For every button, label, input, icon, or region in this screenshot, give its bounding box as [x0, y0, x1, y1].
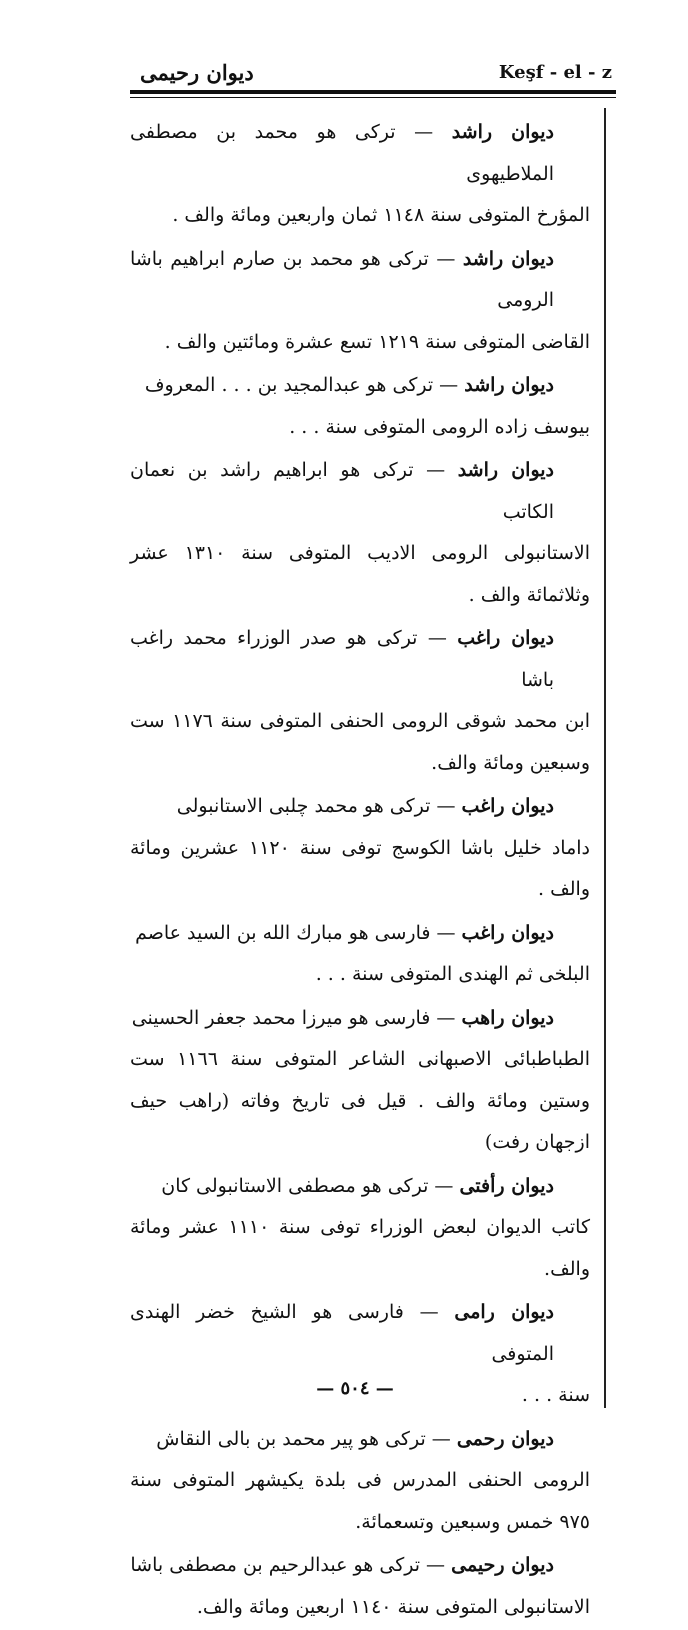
entry-first-text: — تركى هو پير محمد بن بالى النقاش [156, 1427, 451, 1450]
entry-first-line [130, 913, 590, 955]
header-title-latin: Keşf - el - z [498, 62, 612, 83]
entry-first-line [130, 998, 590, 1040]
entry-lead: ديوان رحمى [456, 1427, 554, 1450]
entry-lead: ديوان رأفتى [459, 1174, 554, 1197]
margin-rule [604, 108, 606, 1408]
entry-first-text: — فارسى هو الشيخ خضر الهندى المتوفى [130, 1301, 554, 1365]
entry [130, 112, 590, 237]
entry-rest-text: كاتب الديوان لبعض الوزراء توفى سنة ١١١٠ عشر ومائة والف. [130, 1216, 591, 1280]
entry-first-text: — تركى هو عبدالرحيم بن مصطفى باشا [130, 1554, 446, 1576]
entry-rest-text: بيوسف زاده الرومى المتوفى سنة . . . [289, 415, 590, 438]
entry-rest-text: ابن محمد شوقى الرومى الحنفى المتوفى سنة ١١٧٦ ست وسبعين ومائة والف. [130, 710, 590, 774]
entry-first-line [130, 618, 590, 701]
entry-first-line [130, 1545, 590, 1587]
entry-lead: ديوان راغب [461, 795, 554, 817]
entry [130, 618, 590, 784]
header-title-arabic: ديوان رحيمى [140, 60, 254, 85]
entry-rest-text: القاضى المتوفى سنة ١٢١٩ تسع عشرة ومائتين والف . [164, 330, 590, 353]
page-number: — ٥٠٤ — [316, 1378, 394, 1399]
entry-first-text: — تركى هو صدر الوزراء محمد راغب باشا [130, 627, 554, 691]
entry-first-line [130, 1166, 590, 1208]
entry-first-text: — فارسى هو ميرزا محمد جعفر الحسينى [131, 1006, 456, 1029]
entry-rest-text: سنة . . . [521, 1384, 590, 1406]
entry-first-line [130, 112, 590, 195]
entry-rest-text: الرومى الحنفى المدرس فى بلدة يكيشهر المتوفى سنة ٩٧٥ خمس وسبعين وتسعمائة. [130, 1469, 590, 1533]
entry [130, 1545, 590, 1628]
entry-first-line [130, 1419, 590, 1461]
entry-lead: ديوان راشد [464, 374, 554, 396]
entry-lead: ديوان رحيمى [451, 1554, 554, 1576]
entry [130, 786, 590, 911]
header-rule-thick [130, 90, 616, 94]
entry-lead: ديوان راشد [451, 121, 554, 143]
entry-first-line [130, 450, 590, 533]
entry-lead: ديوان رامى [454, 1301, 554, 1323]
entry-lead: ديوان راغب [461, 921, 554, 944]
entry-lead: ديوان راشد [462, 247, 555, 270]
entry [130, 1166, 590, 1291]
entry-first-text: — تركى هو مصطفى الاستانبولى كان [161, 1174, 454, 1197]
entry [130, 913, 590, 996]
entry-first-text: — تركى هو ابراهيم راشد بن نعمان الكاتب [130, 459, 554, 523]
entry-lead: ديوان راغب [457, 627, 554, 649]
entry-rest-text: الاستانبولى المتوفى سنة ١١٤٠ اربعين ومائة والف. [196, 1595, 590, 1618]
entry-first-text: — تركى هو محمد چلبى الاستانبولى [176, 795, 456, 817]
entry-first-line [130, 365, 590, 407]
entry [130, 365, 590, 448]
running-header [132, 52, 616, 88]
entry [130, 239, 590, 364]
entry-rest-text: الطباطبائى الاصبهانى الشاعر المتوفى سنة ١١٦٦ ست وستين ومائة والف . قيل فى تاريخ وفاته (راهب حيف ازجهان رفت) [130, 1048, 590, 1153]
entry-rest-text: المؤرخ المتوفى سنة ١١٤٨ ثمان واربعين ومائة والف . [172, 204, 590, 226]
entry-rest-text: الاستانبولى الرومى الاديب المتوفى سنة ١٣١٠ عشر وثلاثمائة والف . [130, 542, 590, 606]
entry-rest-text: داماد خليل باشا الكوسج توفى سنة ١١٢٠ عشرين ومائة والف . [130, 836, 590, 900]
entry-lead: ديوان راشد [457, 459, 555, 481]
header-rule-thin [130, 97, 616, 98]
entry-first-line [130, 786, 590, 828]
entry-first-line [130, 239, 590, 322]
entry-first-text: — فارسى هو مبارك الله بن السيد عاصم [135, 921, 456, 944]
entry-rest-text: البلخى ثم الهندى المتوفى سنة . . . [315, 963, 590, 985]
entry-first-text: — تركى هو عبدالمجيد بن . . . المعروف [144, 374, 459, 396]
entry-first-text: — تركى هو محمد بن صارم ابراهيم باشا الرومى [130, 247, 554, 311]
entry-lead: ديوان راهب [461, 1006, 554, 1029]
entry [130, 998, 590, 1164]
entries-list [130, 112, 590, 1630]
entry-first-line [130, 1292, 590, 1375]
entry-first-text: — تركى هو محمد بن مصطفى الملاطيهوى [130, 121, 554, 185]
entry [130, 450, 590, 616]
entry [130, 1419, 590, 1544]
